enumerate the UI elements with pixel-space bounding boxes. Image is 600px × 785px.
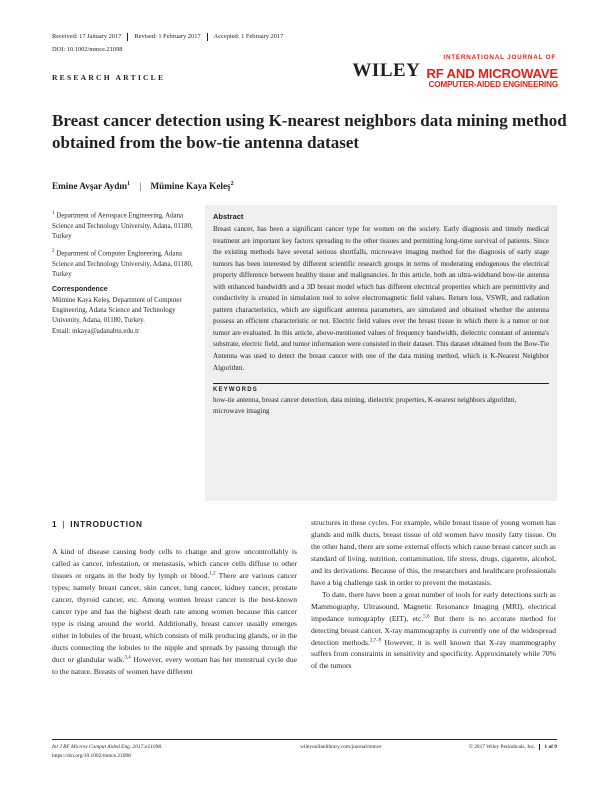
text-run: However, every woman has her menstrual cycle due to the nature. Breasts of women have different	[52, 654, 297, 676]
footer-doi-link[interactable]: https://doi.org/10.1002/mmce.21098	[52, 753, 131, 759]
body-column-right	[311, 517, 556, 672]
paragraph	[311, 589, 556, 673]
date-divider	[207, 33, 208, 41]
text-run: However, it is well known that X-ray mammography suffers from constraints in sensitivity and specificity. Approximately while 70% of the tumors	[311, 637, 556, 671]
journal-line1: INTERNATIONAL JOURNAL OF	[443, 54, 556, 61]
abstract-text: Breast cancer, has been a significant cancer type for women on the society. Early diagnosis and timely medical treatment are important key factors spreading to the other tissues and permitting long-time survival of patients. Since the existing methods have several serious shortfalls, microwave imaging method for the diagnosis of early stage tumors has been interested by different scientific research groups in terms of moderating endogenous the electrical property difference between healthy tissue and malignancies. In this article, both an ultra-wideband bow-tie antenna with enhanced bandwidth and a 3D breast model which has different electrical properties which are permittivity and conductivity is created in simulation tool to solve electromagnetic field values. Return loss, VSWR, and radiation pattern characteristics, which are significant antenna parameters, are simulated and obtained whether the antenna possess an efficient characteristic or not. Electric field values over the breast tissue in which there is a tumor or not tumor are evaluated. In this article, above-mentioned values of frequency bandwidth, dielectric constant of antenna's substrate, electric field, and tumor information were consisted in their dataset. This dataset obtained from the Bow-Tie Antenna was used to detect the breast cancer with one of the data mining method, which is K-Nearest Neighbor Algorithm.	[213, 225, 549, 372]
footer-journal-ref: Int J RF Microw Comput Aided Eng. 2017;e21098.	[52, 744, 163, 750]
citation[interactable]: 5,6	[423, 614, 430, 620]
correspondence-heading: Correspondence	[52, 286, 108, 294]
affiliations	[52, 209, 200, 342]
section-heading	[52, 520, 143, 529]
affil-text: Department of Computer Engineering, Adana Science and Technology University, Adana, 01180, Turkey	[52, 250, 193, 279]
copyright-text: © 2017 Wiley Periodicals, Inc.	[468, 744, 536, 750]
footer-citation	[52, 743, 162, 761]
keywords-text: how-tie antenna, breast cancer detection, data mining, dielectric properties, K-nearest neighbors algorithm, microwave imaging	[213, 396, 517, 416]
correspondence-text: Mümine Kaya Keleş, Department of Computer Engineering, Adana Science and Technology Univenity, Adana, 01180, Turkey.	[52, 296, 182, 325]
paragraph	[52, 546, 297, 677]
author-name: Emine Avşar Aydın	[52, 181, 128, 192]
page-number: 1 of 9	[539, 744, 557, 750]
date-divider	[127, 33, 128, 41]
revised-date: Revised: 1 February 2017	[134, 33, 201, 40]
citation[interactable]: 2,7–9	[369, 638, 382, 643]
article-dates	[52, 33, 283, 41]
paragraph: structures in these cycles. For example, while breast tissue of young women has glands and milk ducts, breast tissue of old women have mostly fatty tissue. On the other hand, there are some external effects which cause breast cancer such as standard of living, nutrition, contamination, life stress, drugs, cigarette, alcohol, and its derivations. Because of this, the researchers and healthcare professionals have a big challenge task in order to prevent the metastasis.	[311, 518, 556, 587]
affil-mark: 1	[52, 211, 55, 216]
article-type: RESEARCH ARTICLE	[52, 73, 166, 82]
citation[interactable]: 3,4	[124, 655, 131, 661]
text-run: A kind of disease causing body cells to change and grow uncontrollably is called as cancer, infestation, or metastasis, which cancer cells diffuse to other tissues or organs in the body by lymph or blood.	[52, 547, 297, 580]
journal-logo	[352, 54, 558, 90]
keywords-heading: KEYWORDS	[213, 387, 258, 394]
abstract-box	[205, 205, 557, 501]
abstract-heading: Abstract	[213, 212, 244, 221]
text-run: There are various cancer types; namely breast cancer, skin cancer, lung cancer, kidney cancer, prostate cancer, thyroid cancer, etc. Among women breast cancer is the best-known cancer type and has the highest death rate among women because this cancer type is rising around the world. Additionally, breast cancer usually emerges either in lobules of the breast, which consists of milk producing glands, or in the ducts connecting the lobules to the nipple and spreads by passing through the duct or glandular walk.	[52, 570, 297, 664]
author-list	[52, 181, 234, 191]
journal-line2: RF AND MICROWAVE	[426, 66, 558, 81]
doi[interactable]: DOI: 10.1002/mmce.21098	[52, 46, 123, 53]
affiliation-2	[52, 247, 200, 280]
author-separator: |	[139, 181, 142, 192]
wiley-logo: WILEY	[352, 60, 421, 81]
author-affil-mark: 1	[127, 181, 131, 187]
footer-copyright	[469, 743, 557, 752]
section-separator: |	[62, 520, 66, 529]
accepted-date: Accepted: 1 February 2017	[213, 33, 284, 40]
correspondence-email[interactable]: Email: mkaya@adanabtu.edu.tr	[52, 327, 140, 335]
received-date: Received: 17 January 2017	[52, 33, 122, 40]
citation[interactable]: 1,2	[209, 571, 216, 577]
author-name: Mümine Kaya Keleş	[150, 181, 231, 192]
affiliation-1	[52, 209, 200, 242]
paper-title: Breast cancer detection using K-nearest neighbors data mining method obtained from the bow-tie antenna dataset	[52, 111, 567, 152]
author-affil-mark: 2	[230, 181, 234, 187]
footer-journal-url[interactable]: wileyonlinelibrary.com/journal/mmce	[300, 744, 382, 750]
section-title: INTRODUCTION	[70, 520, 143, 529]
body-column-left	[52, 546, 297, 677]
keywords-divider	[213, 383, 549, 384]
affil-mark: 2	[52, 249, 55, 255]
footer-divider	[52, 739, 557, 740]
text-run: To date, there have been a great number of tools for early detections such as Mammography, Ultrasound, Magnetic Resonance Imaging (MRI), electrical impedance tomography (EIT), etc.	[311, 589, 556, 623]
affil-text: Department of Aerospace Engineering, Adana Science and Technology University, Adana, 01180, Turkey	[52, 212, 193, 240]
journal-line3: COMPUTER-AIDED ENGINEERING	[428, 80, 558, 89]
section-number: 1	[52, 520, 58, 529]
text-run: But there is no accurate method for detecting breast cancer. X-ray mammography is currently one of the widespread detection methods.	[311, 613, 557, 647]
